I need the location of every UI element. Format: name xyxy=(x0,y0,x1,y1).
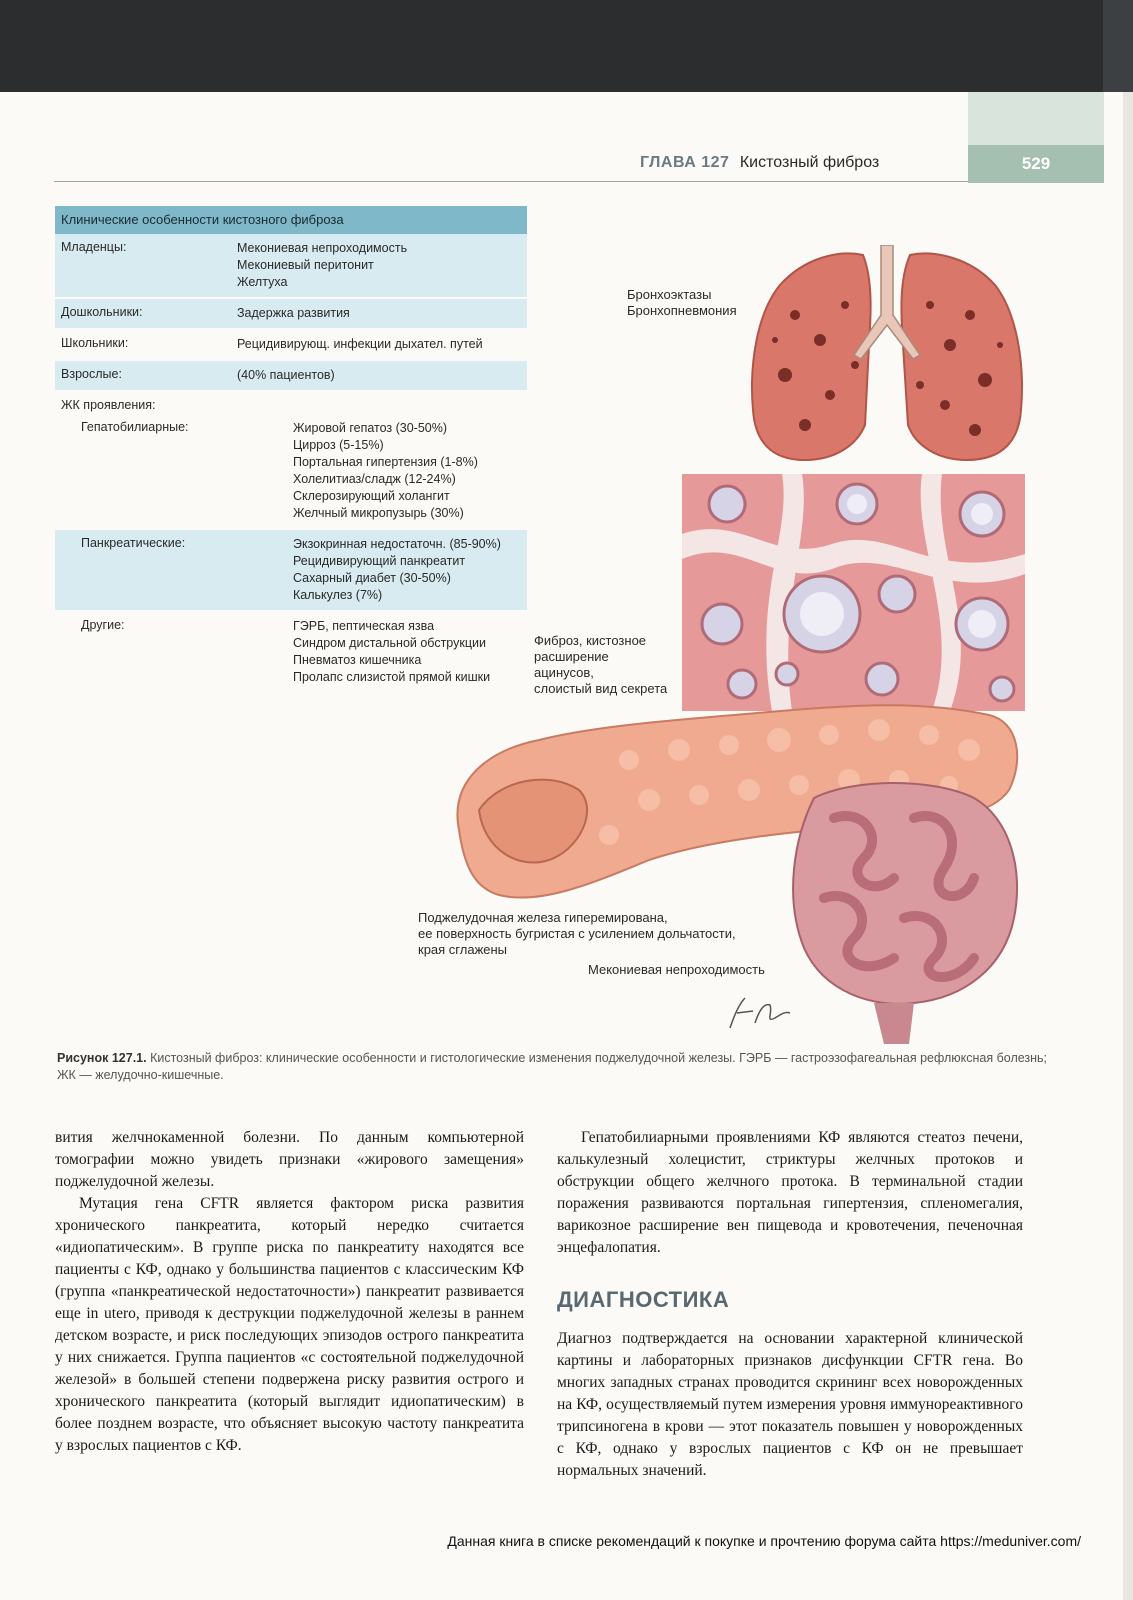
chapter-number: ГЛАВА 127 xyxy=(640,154,730,171)
row-value: Мекониевый перитонит xyxy=(237,258,374,272)
body-column-right xyxy=(557,1127,1023,1259)
table-row xyxy=(55,234,527,299)
paragraph: Диагноз подтверждается на основании характерной клинической картины и лабораторных признаков дисфункции CFTR гена. Во многих западных странах проводится скрининг всех новорожденных на КФ, осуществляемый путем измерения уровня иммунореактивного трипсиногена в крови — этот показатель повышен у новорожденных с КФ, однако у взрослых пациентов с КФ он не превышает нормальных значений. xyxy=(557,1330,1023,1479)
row-value: Задержка развития xyxy=(237,306,350,320)
section-heading: ДИАГНОСТИКА xyxy=(557,1287,730,1312)
row-label: Гепатобилиарные: xyxy=(81,420,189,434)
label-line: слоистый вид секрета xyxy=(534,681,668,696)
row-value: Склерозирующий холангит xyxy=(293,489,450,503)
scan-top-band xyxy=(0,0,1133,92)
row-label: Панкреатические: xyxy=(81,536,186,550)
chapter-title: Кистозный фиброз xyxy=(739,154,880,171)
row-value: Портальная гипертензия (1-8%) xyxy=(293,455,478,469)
body-column-right-2 xyxy=(557,1328,1023,1482)
row-value: Сахарный диабет (30-50%) xyxy=(293,571,451,585)
label-line: ее поверхность бугристая с усилением дольчатости, xyxy=(418,926,736,941)
row-values xyxy=(273,536,521,604)
row-label: Другие: xyxy=(81,618,125,632)
page-number: 529 xyxy=(968,145,1104,183)
meconium-label: Мекониевая непроходимость xyxy=(588,962,765,977)
label-line: края сглажены xyxy=(418,942,508,957)
row-label: ЖК проявления: xyxy=(61,398,156,412)
row-value: Жировой гепатоз (30-50%) xyxy=(293,421,448,435)
table-row xyxy=(55,361,527,392)
label-line: Бронхопневмония xyxy=(627,303,737,318)
table-row xyxy=(55,414,527,530)
lungs-illustration xyxy=(745,245,1028,470)
row-value: (40% пациентов) xyxy=(237,368,335,382)
table-row xyxy=(55,299,527,330)
table-title: Клинические особенности кистозного фиброза xyxy=(55,206,527,234)
paragraph: Мутация гена CFTR является фактором риска развития хронического панкреатита, который нередко считается «идиопатическим». В группе риска по панкреатиту находятся все пациенты с КФ, однако у большинства пациентов с классическим КФ (группа «панкреатической недостаточности») панкреатит развивается еще in utero, приводя к деструкции поджелудочной железы в раннем детском возрасте, и риск последующих эпизодов острого панкреатита у них снижается. Группа пациентов «с состоятельной поджелудочной железой» в большей степени подвержена риску развития острого и хронического панкреатита (который выглядит идиопатическим) в более позднем возрасте, что объясняет высокую частоту панкреатита у взрослых пациентов с КФ. xyxy=(55,1195,524,1454)
histology-illustration xyxy=(682,474,1025,711)
artist-signature xyxy=(725,993,795,1033)
pancreas-label xyxy=(418,910,736,958)
row-value: Желчный микропузырь (30%) xyxy=(293,506,464,520)
page-edge xyxy=(1123,92,1133,1600)
paragraph: вития желчнокаменной болезни. По данным компьютерной томографии можно увидеть признаки «жирового замещения» поджелудочной железы. xyxy=(55,1129,524,1190)
row-values xyxy=(273,420,521,522)
row-label: Младенцы: xyxy=(61,240,127,254)
header-rule xyxy=(54,181,968,182)
figure-caption xyxy=(57,1050,1057,1084)
caption-label: Рисунок 127.1. xyxy=(57,1051,147,1065)
histology-label xyxy=(534,633,667,697)
clinical-features-table xyxy=(55,206,527,694)
row-value: Экзокринная недостаточн. (85-90%) xyxy=(293,537,501,551)
body-column-left xyxy=(55,1127,524,1457)
row-value: Желтуха xyxy=(237,275,288,289)
footer-note: Данная книга в списке рекомендаций к покупке и прочтению форума сайта https://meduniver.com/ xyxy=(447,1533,1081,1549)
row-values xyxy=(273,618,521,686)
row-value: Цирроз (5-15%) xyxy=(293,438,384,452)
row-label: Взрослые: xyxy=(61,367,122,381)
paragraph: Гепатобилиарными проявлениями КФ являются стеатоз печени, калькулезный холецистит, стриктуры желчных протоков и обструкции общего желчного протока. В терминальной стадии поражения развиваются портальная гипертензия, спленомегалия, варикозное расширение вен пищевода и кровотечения, печеночная энцефалопатия. xyxy=(557,1129,1023,1256)
running-head xyxy=(640,154,968,180)
row-label: Дошкольники: xyxy=(61,305,143,319)
row-values xyxy=(237,240,521,291)
row-value: Пролапс слизистой прямой кишки xyxy=(293,670,491,684)
lungs-label xyxy=(627,287,737,319)
label-line: Фиброз, кистозное xyxy=(534,633,647,648)
intestine-illustration xyxy=(774,778,1028,1044)
header-accent-strip xyxy=(968,92,1104,145)
caption-text: Кистозный фиброз: клинические особенности и гистологические изменения поджелудочной железы. ГЭРБ — гастроэзофагеальная рефлюксная болезнь; ЖК — желудочно-кишечные. xyxy=(57,1051,1048,1082)
row-value: Рецидивирующий панкреатит xyxy=(293,554,466,568)
label-line: расширение xyxy=(534,649,609,664)
row-value: Холелитиаз/сладж (12-24%) xyxy=(293,472,456,486)
row-label: Школьники: xyxy=(61,336,129,350)
row-value: Синдром дистальной обструкции xyxy=(293,636,486,650)
table-row xyxy=(55,392,527,414)
table-row xyxy=(55,330,527,361)
row-value: Рецидивирующ. инфекции дыхател. путей xyxy=(237,337,483,351)
row-value: Калькулез (7%) xyxy=(293,588,383,602)
label-line: ацинусов, xyxy=(534,665,594,680)
row-value: ГЭРБ, пептическая язва xyxy=(293,619,435,633)
row-value: Пневматоз кишечника xyxy=(293,653,422,667)
label-line: Бронхоэктазы xyxy=(627,287,712,302)
row-value: Мекониевая непроходимость xyxy=(237,241,408,255)
table-row xyxy=(55,612,527,694)
table-row xyxy=(55,530,527,612)
label-line: Поджелудочная железа гиперемирована, xyxy=(418,910,668,925)
